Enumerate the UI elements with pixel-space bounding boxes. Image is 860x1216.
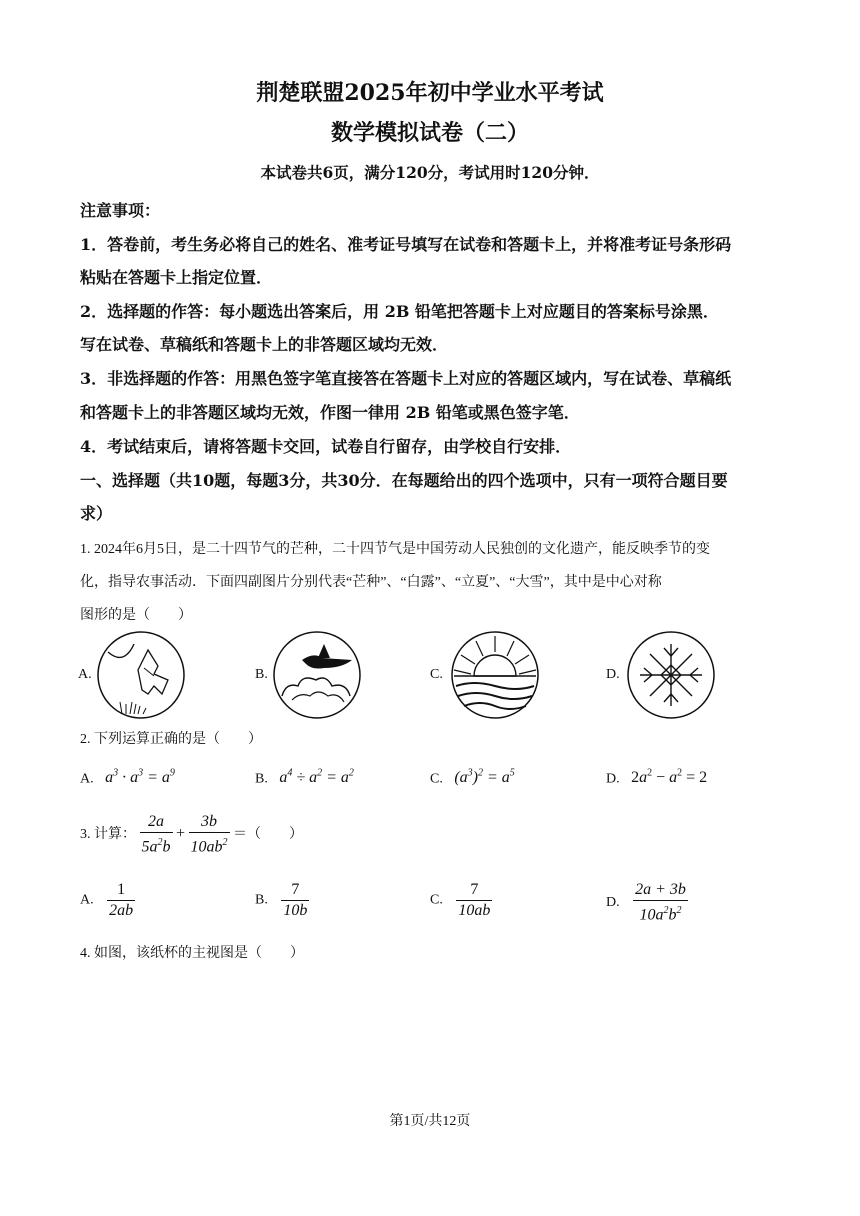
q2-option-a: A. $a^3 \cdot a^3 = a^9$ (80, 768, 175, 787)
q3-option-c: C. $\frac{7}{10ab}$ (430, 881, 491, 919)
q3-stem-suffix: ＝（ ） (233, 826, 304, 842)
q3-option-d-label: D. (606, 894, 620, 910)
bailu-image (272, 630, 362, 720)
q1-option-b-label: B. (255, 667, 268, 682)
q3-stem: 3. 计算： $\frac{2a}{5a^2b}$ + $\frac{3b}{10ab^2}$ ＝（ ） (80, 813, 304, 856)
lixia-image (450, 630, 540, 720)
q2-option-c-label: C. (430, 771, 443, 787)
exam-info: 本试卷共6页，满分120分，考试用时120分钟． (260, 163, 600, 182)
q2-option-b-label: B. (255, 771, 268, 787)
q4-stem: 4. 如图，该纸杯的主视图是（ ） (80, 946, 304, 961)
q2-option-c: C. $(a^3)^2 = a^5$ (430, 768, 515, 787)
q1-option-d-label: D. (606, 667, 620, 682)
note-line: 写在试卷、草稿纸和答题卡上的非答题区域均无效． (80, 335, 449, 354)
notes-heading: 注意事项： (80, 201, 161, 220)
q1-stem: 1. 2024年6月5日，是二十四节气的芒种，二十四节气是中国劳动人民独创的文化遗产，能反映季节的变 (80, 542, 710, 557)
q1-option-c-label: C. (430, 667, 443, 682)
section-heading: 一、选择题（共10题，每题3分，共30分．在每题给出的四个选项中，只有一项符合题目要 (80, 471, 728, 490)
note-line: 2．选择题的作答：每小题选出答案后，用 2B 铅笔把答题卡上对应题目的答案标号涂黑． (80, 302, 719, 321)
q3-option-a-label: A. (80, 892, 94, 908)
q2-option-b: B. $a^4 \div a^2 = a^2$ (255, 768, 354, 787)
note-line: 1．答卷前，考生务必将自己的姓名、准考证号填写在试卷和答题卡上，并将准考证号条形码 (80, 235, 732, 254)
q1-stem: 图形的是（ ） (80, 608, 192, 623)
q2-option-a-label: A. (80, 771, 94, 787)
q1-stem: 化，指导农事活动．下面四副图片分别代表“芒种”、“白露”、“立夏”、“大雪”，其中是中心对称 (80, 575, 662, 590)
note-line: 4．考试结束后，请将答题卡交回，试卷自行留存，由学校自行安排． (80, 437, 572, 456)
note-line: 和答题卡上的非答题区域均无效，作图一律用 2B 铅笔或黑色签字笔． (80, 403, 580, 422)
exam-title: 荆楚联盟2025年初中学业水平考试 (256, 80, 604, 106)
q3-option-b-label: B. (255, 892, 268, 908)
q3-option-a: A. $\frac{1}{2ab}$ (80, 881, 134, 919)
note-line: 粘贴在答题卡上指定位置． (80, 268, 273, 287)
q3-option-c-label: C. (430, 892, 443, 908)
q2-option-d-label: D. (606, 771, 620, 787)
q3-option-d: D. $\frac{2a + 3b}{10a^2b^2}$ (606, 881, 686, 924)
exam-subtitle: 数学模拟试卷（二） (330, 120, 529, 146)
note-line: 3．非选择题的作答：用黑色签字笔直接答在答题卡上对应的答题区域内，写在试卷、草稿纸 (80, 369, 732, 388)
q1-option-a-label: A. (78, 667, 92, 682)
section-heading-cont: 求） (80, 504, 113, 523)
q3-stem-prefix: 3. 计算： (80, 826, 136, 842)
q3-option-b: B. $\frac{7}{10b}$ (255, 881, 308, 919)
q2-option-d: D. $2a^2 - a^2 = 2$ (606, 768, 708, 787)
q2-stem: 2. 下列运算正确的是（ ） (80, 732, 262, 747)
daxue-image (626, 630, 716, 720)
mangzhong-image (96, 630, 186, 720)
page-number: 第1页/共12页 (389, 1114, 471, 1129)
